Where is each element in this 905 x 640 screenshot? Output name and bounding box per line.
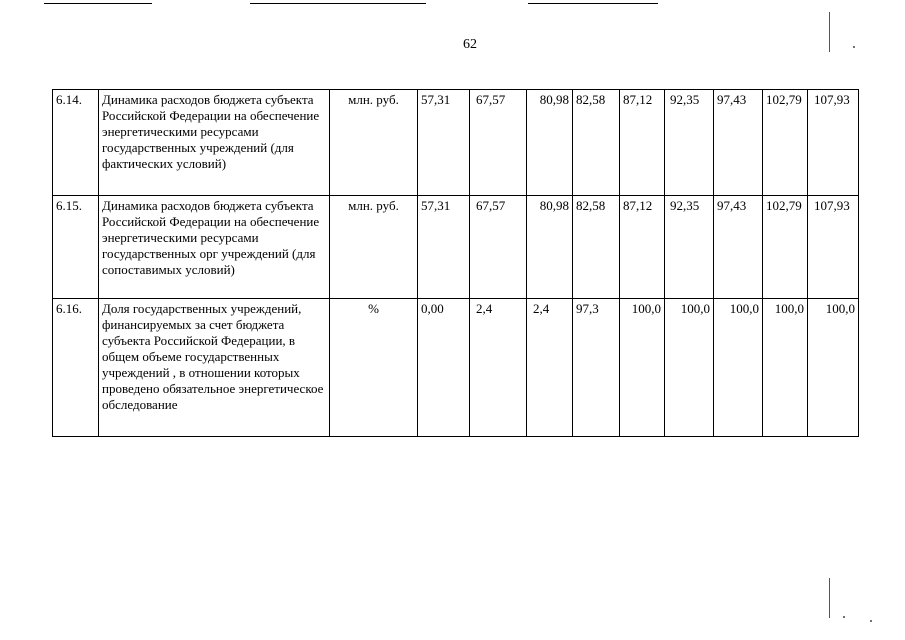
- scan-mark-right-top: [829, 12, 830, 52]
- row-number: 6.14.: [53, 90, 99, 196]
- row-value: 57,31: [418, 90, 470, 196]
- row-value: 100,0: [665, 299, 714, 437]
- top-rule-3: [528, 3, 658, 4]
- table-row: [53, 299, 859, 437]
- table-row: [53, 90, 859, 196]
- row-unit: млн. руб.: [330, 196, 418, 299]
- row-value: 2,4: [470, 299, 527, 437]
- row-name: Динамика расходов бюджета субъекта Российской Федерации на обеспечение энергетическими ресурсами государственных орг учреждений (для сопоставимых условий): [99, 196, 330, 299]
- row-number: 6.15.: [53, 196, 99, 299]
- top-rule-1: [44, 3, 152, 4]
- row-value: 82,58: [573, 90, 620, 196]
- scan-dot-2: [870, 620, 872, 622]
- scan-mark-right-bottom: [829, 578, 830, 618]
- row-value: 82,58: [573, 196, 620, 299]
- row-value: 102,79: [763, 90, 808, 196]
- row-value: 97,43: [714, 90, 763, 196]
- row-value: 100,0: [714, 299, 763, 437]
- row-value: 100,0: [808, 299, 859, 437]
- row-name: Динамика расходов бюджета субъекта Российской Федерации на обеспечение энергетическими ресурсами государственных учреждений (для фактических условий): [99, 90, 330, 196]
- table-row: [53, 196, 859, 299]
- page-number: 62: [463, 37, 477, 52]
- row-value: 97,43: [714, 196, 763, 299]
- top-rule-2: [250, 3, 426, 4]
- row-value: 67,57: [470, 90, 527, 196]
- row-value: 100,0: [763, 299, 808, 437]
- row-value: 57,31: [418, 196, 470, 299]
- row-unit: млн. руб.: [330, 90, 418, 196]
- row-value: 87,12: [620, 196, 665, 299]
- row-number: 6.16.: [53, 299, 99, 437]
- row-name: Доля государственных учреждений, финансируемых за счет бюджета субъекта Российской Федерации, в общем объеме государственных учреждений , в отношении которых проведено обязательное энергетическое обследование: [99, 299, 330, 437]
- row-value: 92,35: [665, 196, 714, 299]
- row-unit: %: [330, 299, 418, 437]
- row-value: 87,12: [620, 90, 665, 196]
- row-value: 2,4: [527, 299, 573, 437]
- row-value: 80,98: [527, 90, 573, 196]
- row-value: 67,57: [470, 196, 527, 299]
- row-value: 0,00: [418, 299, 470, 437]
- scan-dot-3: [843, 616, 845, 618]
- row-value: 102,79: [763, 196, 808, 299]
- row-value: 107,93: [808, 90, 859, 196]
- row-value: 97,3: [573, 299, 620, 437]
- row-value: 100,0: [620, 299, 665, 437]
- data-table: [52, 89, 859, 437]
- row-value: 80,98: [527, 196, 573, 299]
- scan-dot-1: [853, 46, 855, 48]
- row-value: 92,35: [665, 90, 714, 196]
- row-value: 107,93: [808, 196, 859, 299]
